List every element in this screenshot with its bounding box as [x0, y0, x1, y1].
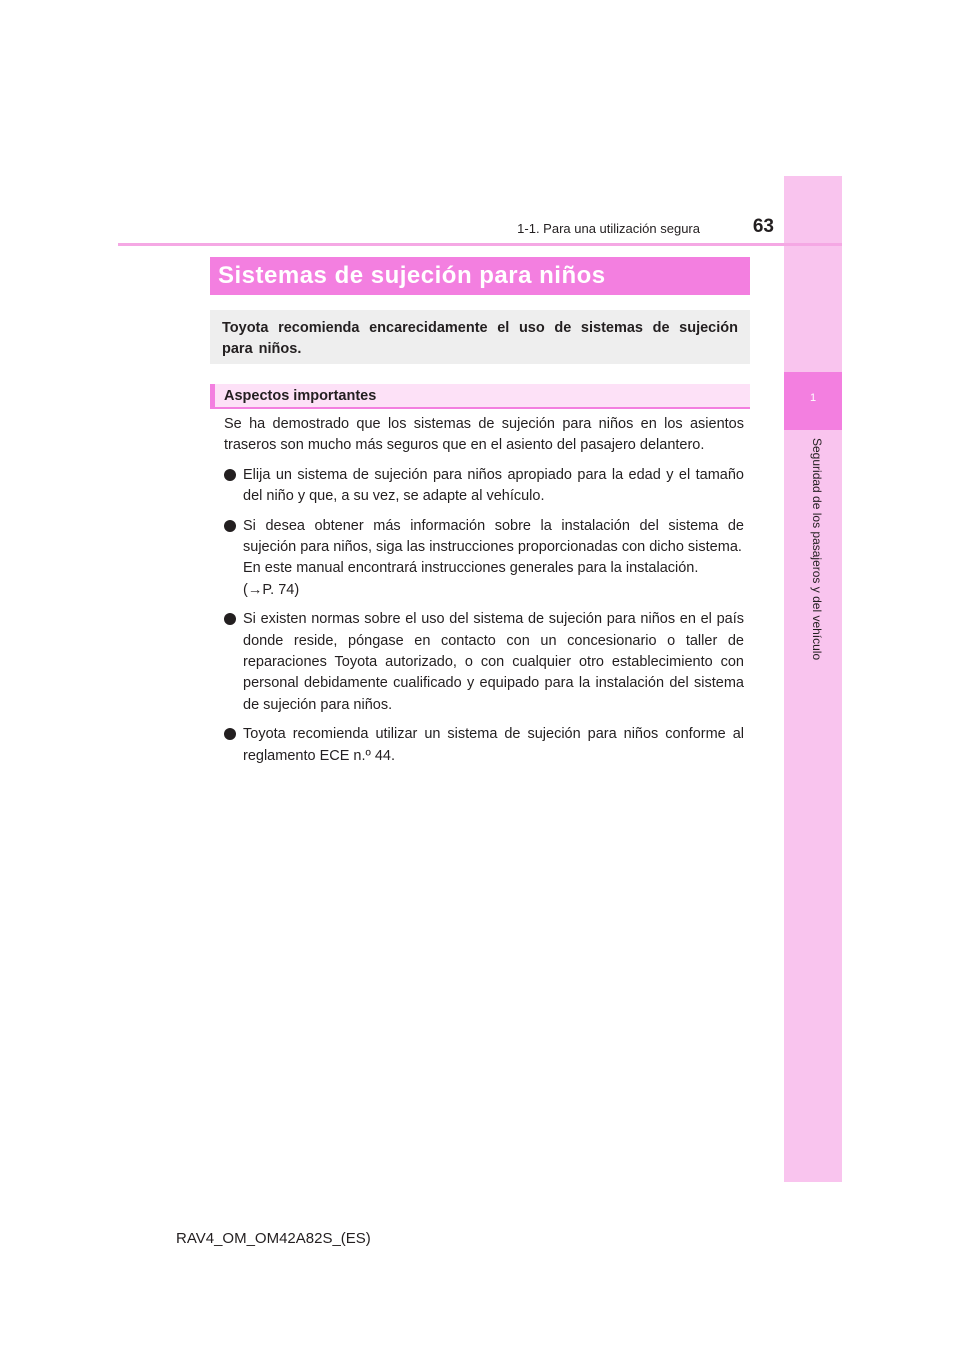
chapter-number: 1: [809, 392, 817, 404]
subheading-bar: [210, 384, 750, 409]
bullet-icon: [224, 520, 236, 532]
page-reference-link[interactable]: (→P. 74): [243, 581, 300, 598]
bullet-text: Si desea obtener más información sobre la instalación del sistema de sujeción para niños, siga las instrucciones proporcionadas con dicho sistema.: [243, 517, 744, 556]
section-label: 1-1. Para una utilización segura: [517, 221, 700, 236]
title-bar: [210, 257, 750, 295]
bullet-item: [224, 609, 744, 716]
page-number: 63: [752, 216, 774, 237]
subheading: Aspectos importantes: [224, 388, 377, 404]
main-content: [224, 414, 744, 775]
body-paragraph: Se ha demostrado que los sistemas de sujeción para niños en los asientos traseros son mucho más seguros que en el asiento del pasajero delantero.: [224, 416, 744, 454]
page-title: Sistemas de sujeción para niños: [218, 262, 606, 289]
intro-box: [210, 310, 750, 364]
bullet-item: [224, 465, 744, 508]
bullet-icon: [224, 728, 236, 740]
bullet-item: [224, 724, 744, 767]
bullet-text: Elija un sistema de sujeción para niños apropiado para la edad y el tamaño del niño y que, a su vez, se adapte al vehículo.: [243, 466, 744, 505]
chapter-label: Seguridad de los pasajeros y del vehículo: [810, 438, 824, 661]
bullet-extra-text: En este manual encontrará instrucciones generales para la instalación.: [243, 560, 699, 577]
bullet-item: [224, 516, 744, 602]
bullet-icon: [224, 469, 236, 481]
bullet-text: Si existen normas sobre el uso del sistema de sujeción para niños en el país donde reside, póngase en contacto con un concesionario o taller de reparaciones Toyota autorizado, o con cualquier otro establecimiento con personal debidamente cualificado y equipado para la instalación del sistema de sujeción para niños.: [243, 611, 744, 713]
bullet-icon: [224, 613, 236, 625]
bullet-text: Toyota recomienda utilizar un sistema de sujeción para niños conforme al reglamento ECE n.º 44.: [243, 726, 744, 764]
header-divider: [118, 243, 842, 246]
footer-code: RAV4_OM_OM42A82S_(ES): [176, 1230, 371, 1247]
intro-text: Toyota recomienda encarecidamente el uso de sistemas de sujeción para niños.: [222, 320, 738, 357]
